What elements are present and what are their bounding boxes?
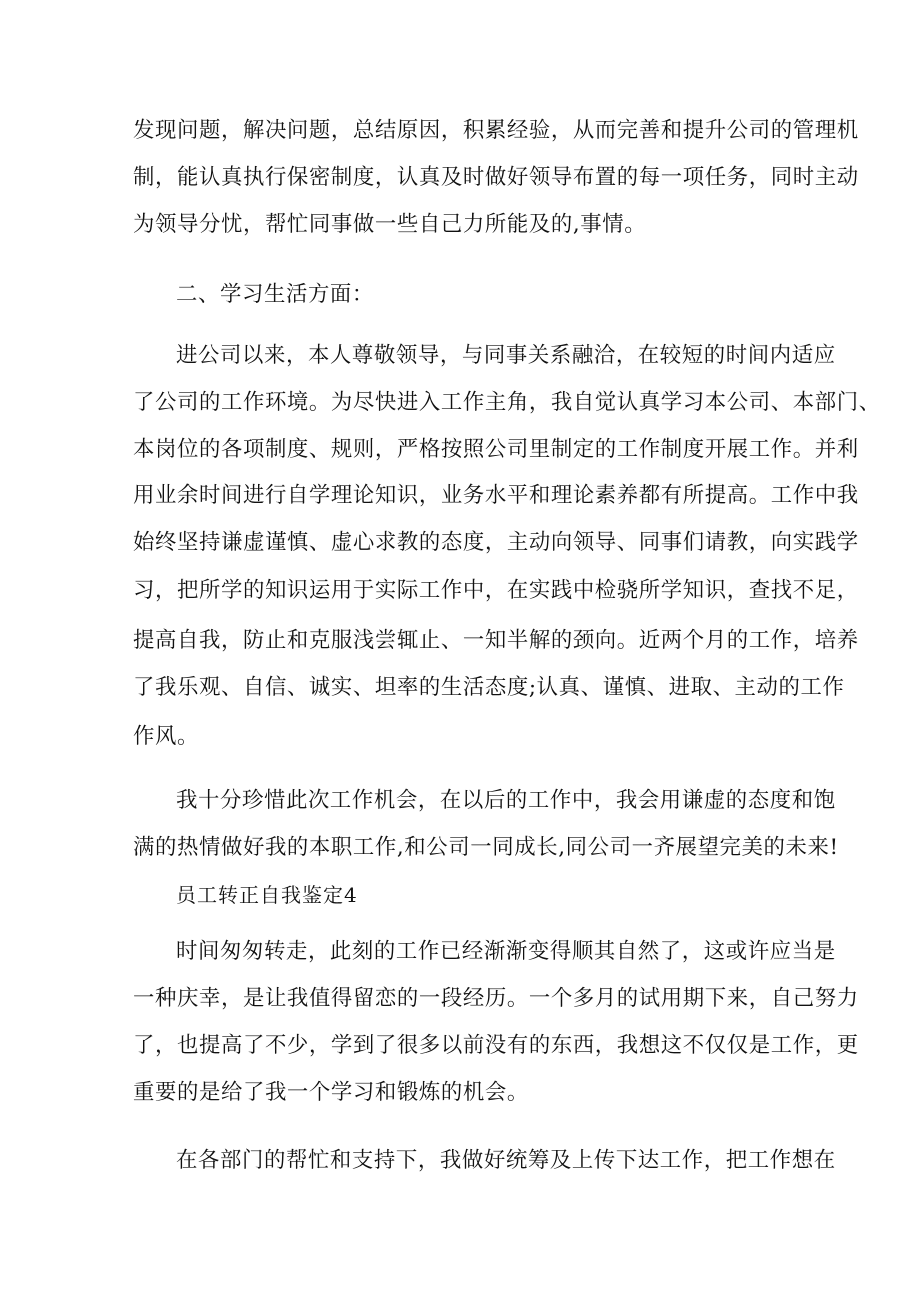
paragraph-2-line-2: 了公司的工作环境。为尽快进入工作主角，我自觉认真学习本公司、本部门、 [133, 390, 881, 415]
paragraph-2-line-9: 作风。 [133, 724, 199, 749]
paragraph-3-line-1: 我十分珍惜此次工作机会，在以后的工作中，我会用谦虚的态度和饱 [176, 788, 836, 813]
paragraph-2-line-7: 提高自我，防止和克服浅尝辄止、一知半解的颈向。近两个月的工作，培养 [133, 628, 859, 653]
paragraph-4-line-2: 一种庆幸，是让我值得留恋的一段经历。一个多月的试用期下来，自己努力 [133, 986, 859, 1011]
paragraph-2-line-8: 了我乐观、自信、诚实、坦率的生活态度;认真、谨慎、进取、主动的工作 [133, 675, 845, 700]
section-title-4: 员工转正自我鉴定4 [176, 883, 358, 907]
paragraph-2-line-4: 用业余时间进行自学理论知识，业务水平和理论素养都有所提高。工作中我 [133, 483, 859, 508]
paragraph-2-line-1: 进公司以来，本人尊敬领导，与同事关系融洽，在较短的时间内适应 [176, 343, 836, 368]
paragraph-3-line-2: 满的热情做好我的本职工作,和公司一同成长,同公司一齐展望完美的未来! [133, 835, 839, 860]
paragraph-5-line-1: 在各部门的帮忙和支持下，我做好统筹及上传下达工作，把工作想在 [176, 1148, 836, 1173]
paragraph-1-line-3: 为领导分忧，帮忙同事做一些自己力所能及的,事情。 [133, 212, 647, 237]
paragraph-4-line-3: 了，也提高了不少，学到了很多以前没有的东西，我想这不仅仅是工作，更 [133, 1033, 859, 1058]
paragraph-2-line-3: 本岗位的各项制度、规则，严格按照公司里制定的工作制度开展工作。并利 [133, 437, 859, 462]
paragraph-2-line-6: 习，把所学的知识运用于实际工作中，在实践中检骁所学知识，查找不足， [133, 578, 859, 603]
section-2-heading: 二、学习生活方面： [176, 282, 374, 307]
paragraph-2-line-5: 始终坚持谦虚谨慎、虚心求教的态度，主动向领导、同事们请教，向实践学 [133, 530, 859, 555]
paragraph-1-line-1: 发现问题，解决问题，总结原因，积累经验，从而完善和提升公司的管理机 [133, 118, 859, 143]
paragraph-1-line-2: 制，能认真执行保密制度，认真及时做好领导布置的每一项任务，同时主动 [133, 165, 859, 190]
paragraph-4-line-1: 时间匆匆转走，此刻的工作已经渐渐变得顺其自然了，这或许应当是 [176, 939, 836, 964]
paragraph-4-line-4: 重要的是给了我一个学习和锻炼的机会。 [133, 1080, 529, 1105]
